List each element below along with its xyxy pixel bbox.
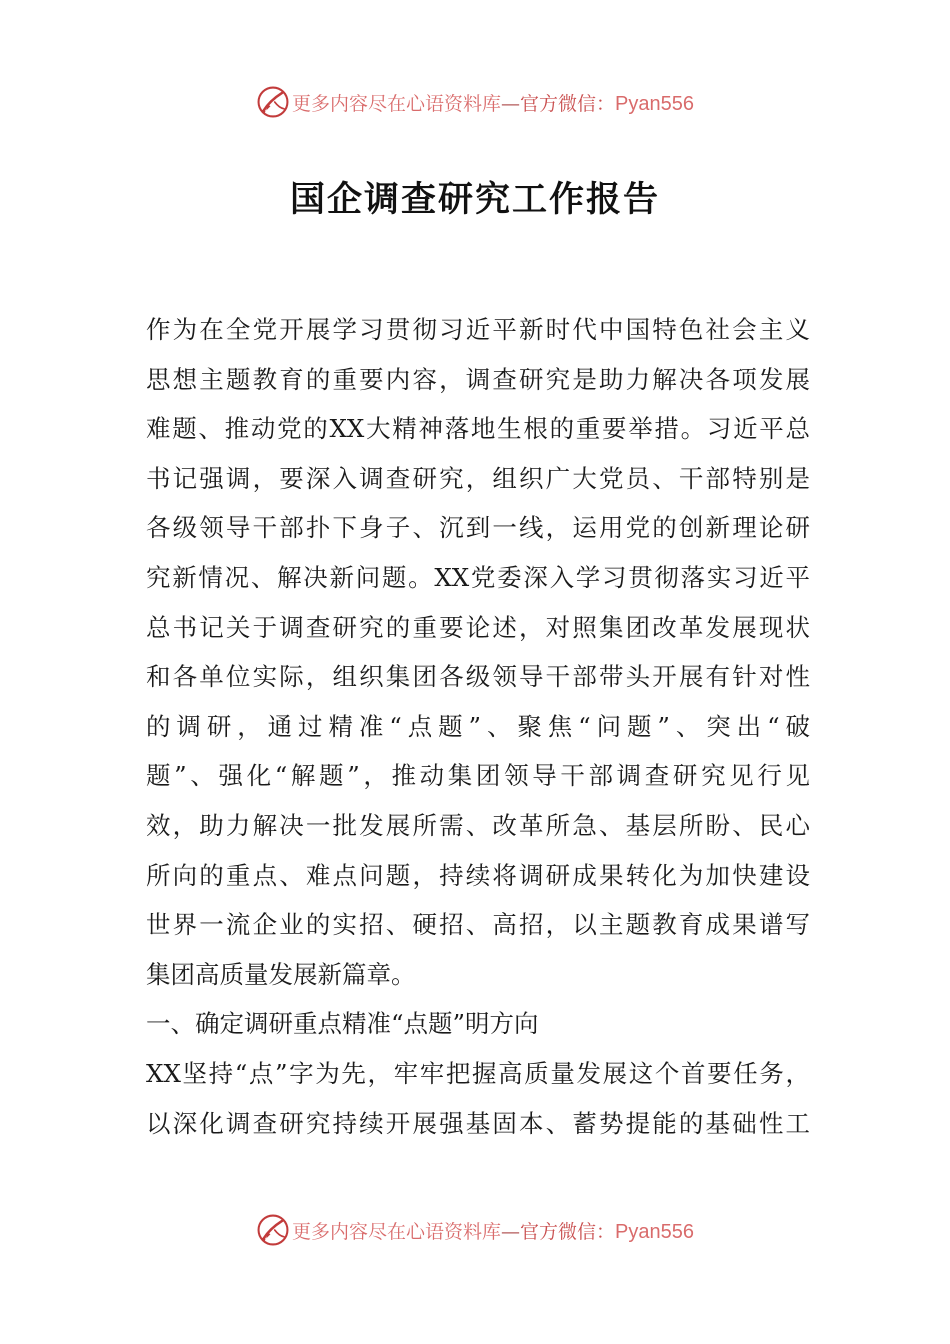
body-line: 所向的重点、难点问题，持续将调研成果转化为加快建设 <box>146 860 810 890</box>
pen-logo-icon <box>256 85 290 119</box>
banner-slogan: 更多内容尽在心语资料库 <box>292 1220 502 1243</box>
banner-text <box>292 89 694 116</box>
body-line: 总书记关于调查研究的重要论述，对照集团改革发展现状 <box>146 612 810 642</box>
banner-wechat-label: 官方微信： <box>520 92 616 115</box>
section-heading: 一、确定调研重点精准“点题”明方向 <box>146 1009 539 1039</box>
pen-logo-icon <box>256 1213 290 1247</box>
body-line: 和各单位实际，组织集团各级领导干部带头开展有针对性 <box>146 662 810 692</box>
banner-wechat-id: Pyan556 <box>615 92 694 115</box>
banner-text <box>292 1217 694 1244</box>
banner-slogan: 更多内容尽在心语资料库 <box>292 92 502 115</box>
body-line: 作为在全党开展学习贯彻习近平新时代中国特色社会主义 <box>146 315 810 344</box>
body-line: 题”、强化“解题”，推动集团领导干部调查研究见行见 <box>146 761 810 791</box>
body-line: 以深化调查研究持续开展强基固本、蓄势提能的基础性工 <box>146 1108 810 1138</box>
body-line: 书记强调，要深入调查研究，组织广大党员、干部特别是 <box>146 463 810 493</box>
body-line: 各级领导干部扑下身子、沉到一线，运用党的创新理论研 <box>146 513 810 543</box>
banner-wechat-id: Pyan556 <box>615 1220 694 1243</box>
banner-wechat-label: 官方微信： <box>520 1220 616 1243</box>
body-line: 世界一流企业的实招、硬招、高招，以主题教育成果谱写 <box>146 910 810 940</box>
footer-banner <box>0 1208 950 1252</box>
banner-dash: — <box>501 1220 521 1243</box>
body-line: 难题、推动党的XX大精神落地生根的重要举措。习近平总 <box>146 414 810 444</box>
body-line: XX坚持“点”字为先，牢牢把握高质量发展这个首要任务， <box>146 1058 810 1088</box>
body-line: 思想主题教育的重要内容，调查研究是助力解决各项发展 <box>146 364 810 394</box>
body-line: 究新情况、解决新问题。XX党委深入学习贯彻落实习近平 <box>146 562 810 592</box>
body-line: 集团高质量发展新篇章。 <box>146 959 416 989</box>
body-line: 的调研，通过精准“点题”、聚焦“问题”、突出“破 <box>146 711 810 741</box>
document-body <box>146 305 810 1148</box>
document-title: 国企调查研究工作报告 <box>289 180 660 220</box>
body-line: 效，助力解决一批发展所需、改革所急、基层所盼、民心 <box>146 810 810 840</box>
header-banner <box>0 80 950 124</box>
banner-dash: — <box>501 92 521 115</box>
